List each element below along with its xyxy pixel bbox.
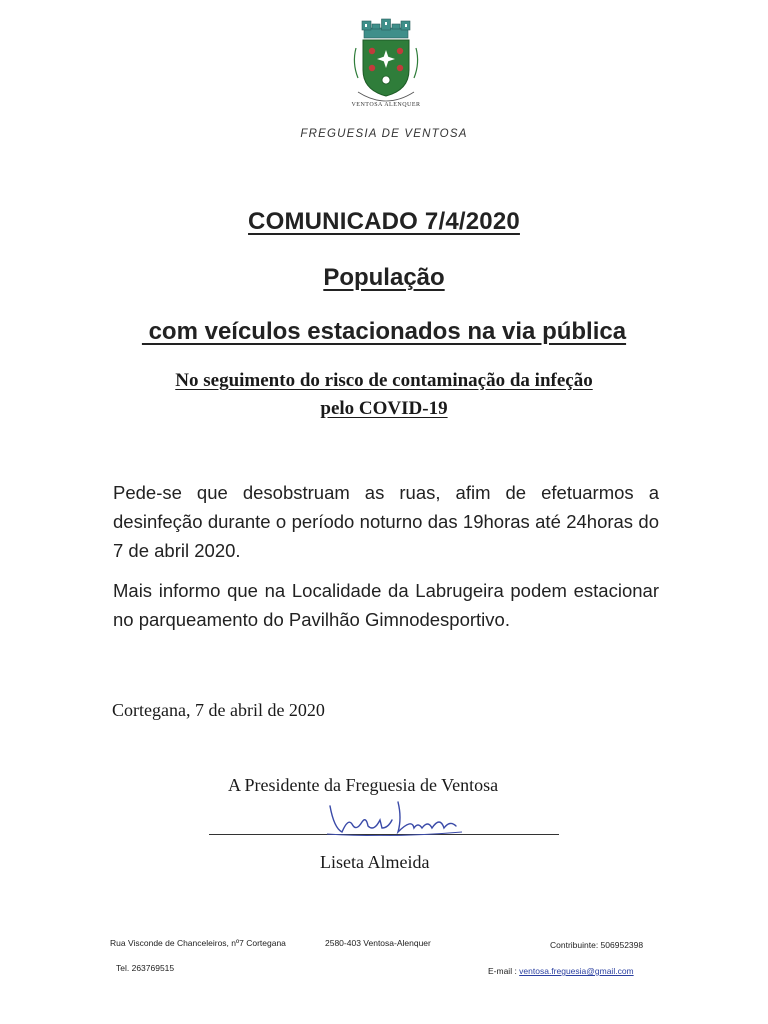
audience-subtitle: com veículos estacionados na via pública: [141, 318, 627, 345]
audience-title: População: [323, 264, 445, 291]
footer-email-link[interactable]: ventosa.freguesia@gmail.com: [519, 966, 634, 976]
communique-title: COMUNICADO 7/4/2020: [248, 208, 520, 235]
place-and-date: Cortegana, 7 de abril de 2020: [112, 700, 325, 720]
body-paragraph-2: Mais informo que na Localidade da Labrugeira podem estacionar no parqueamento do Pavilhão Gimnodesportivo.: [113, 580, 659, 630]
footer-email-label: E-mail :: [488, 966, 520, 976]
footer-address: Rua Visconde de Chanceleiros, nº7 Cortegana: [110, 938, 286, 948]
parish-crest-logo: [350, 18, 422, 110]
footer-email-line: [488, 966, 634, 976]
svg-text:VENTOSA ALENQUER: VENTOSA ALENQUER: [351, 102, 421, 108]
signer-title: A Presidente da Freguesia de Ventosa: [228, 775, 499, 795]
context-line-2: pelo COVID-19: [320, 398, 448, 419]
organization-name: FREGUESIA DE VENTOSA: [300, 128, 468, 140]
footer-phone: Tel. 263769515: [116, 963, 175, 973]
handwritten-signature: [322, 798, 472, 842]
footer-tax-number: Contribuinte: 506952398: [550, 940, 644, 950]
context-line-1: No seguimento do risco de contaminação da infeção: [175, 370, 593, 391]
signer-name: Liseta Almeida: [320, 852, 430, 872]
footer-postal-code: 2580-403 Ventosa-Alenquer: [325, 938, 431, 948]
body-paragraph-1: Pede-se que desobstruam as ruas, afim de efetuarmos a desinfeção durante o período noturno das 19horas até 24horas do 7 de abril 2020.: [113, 482, 659, 561]
mural-crown-icon: [362, 19, 410, 38]
